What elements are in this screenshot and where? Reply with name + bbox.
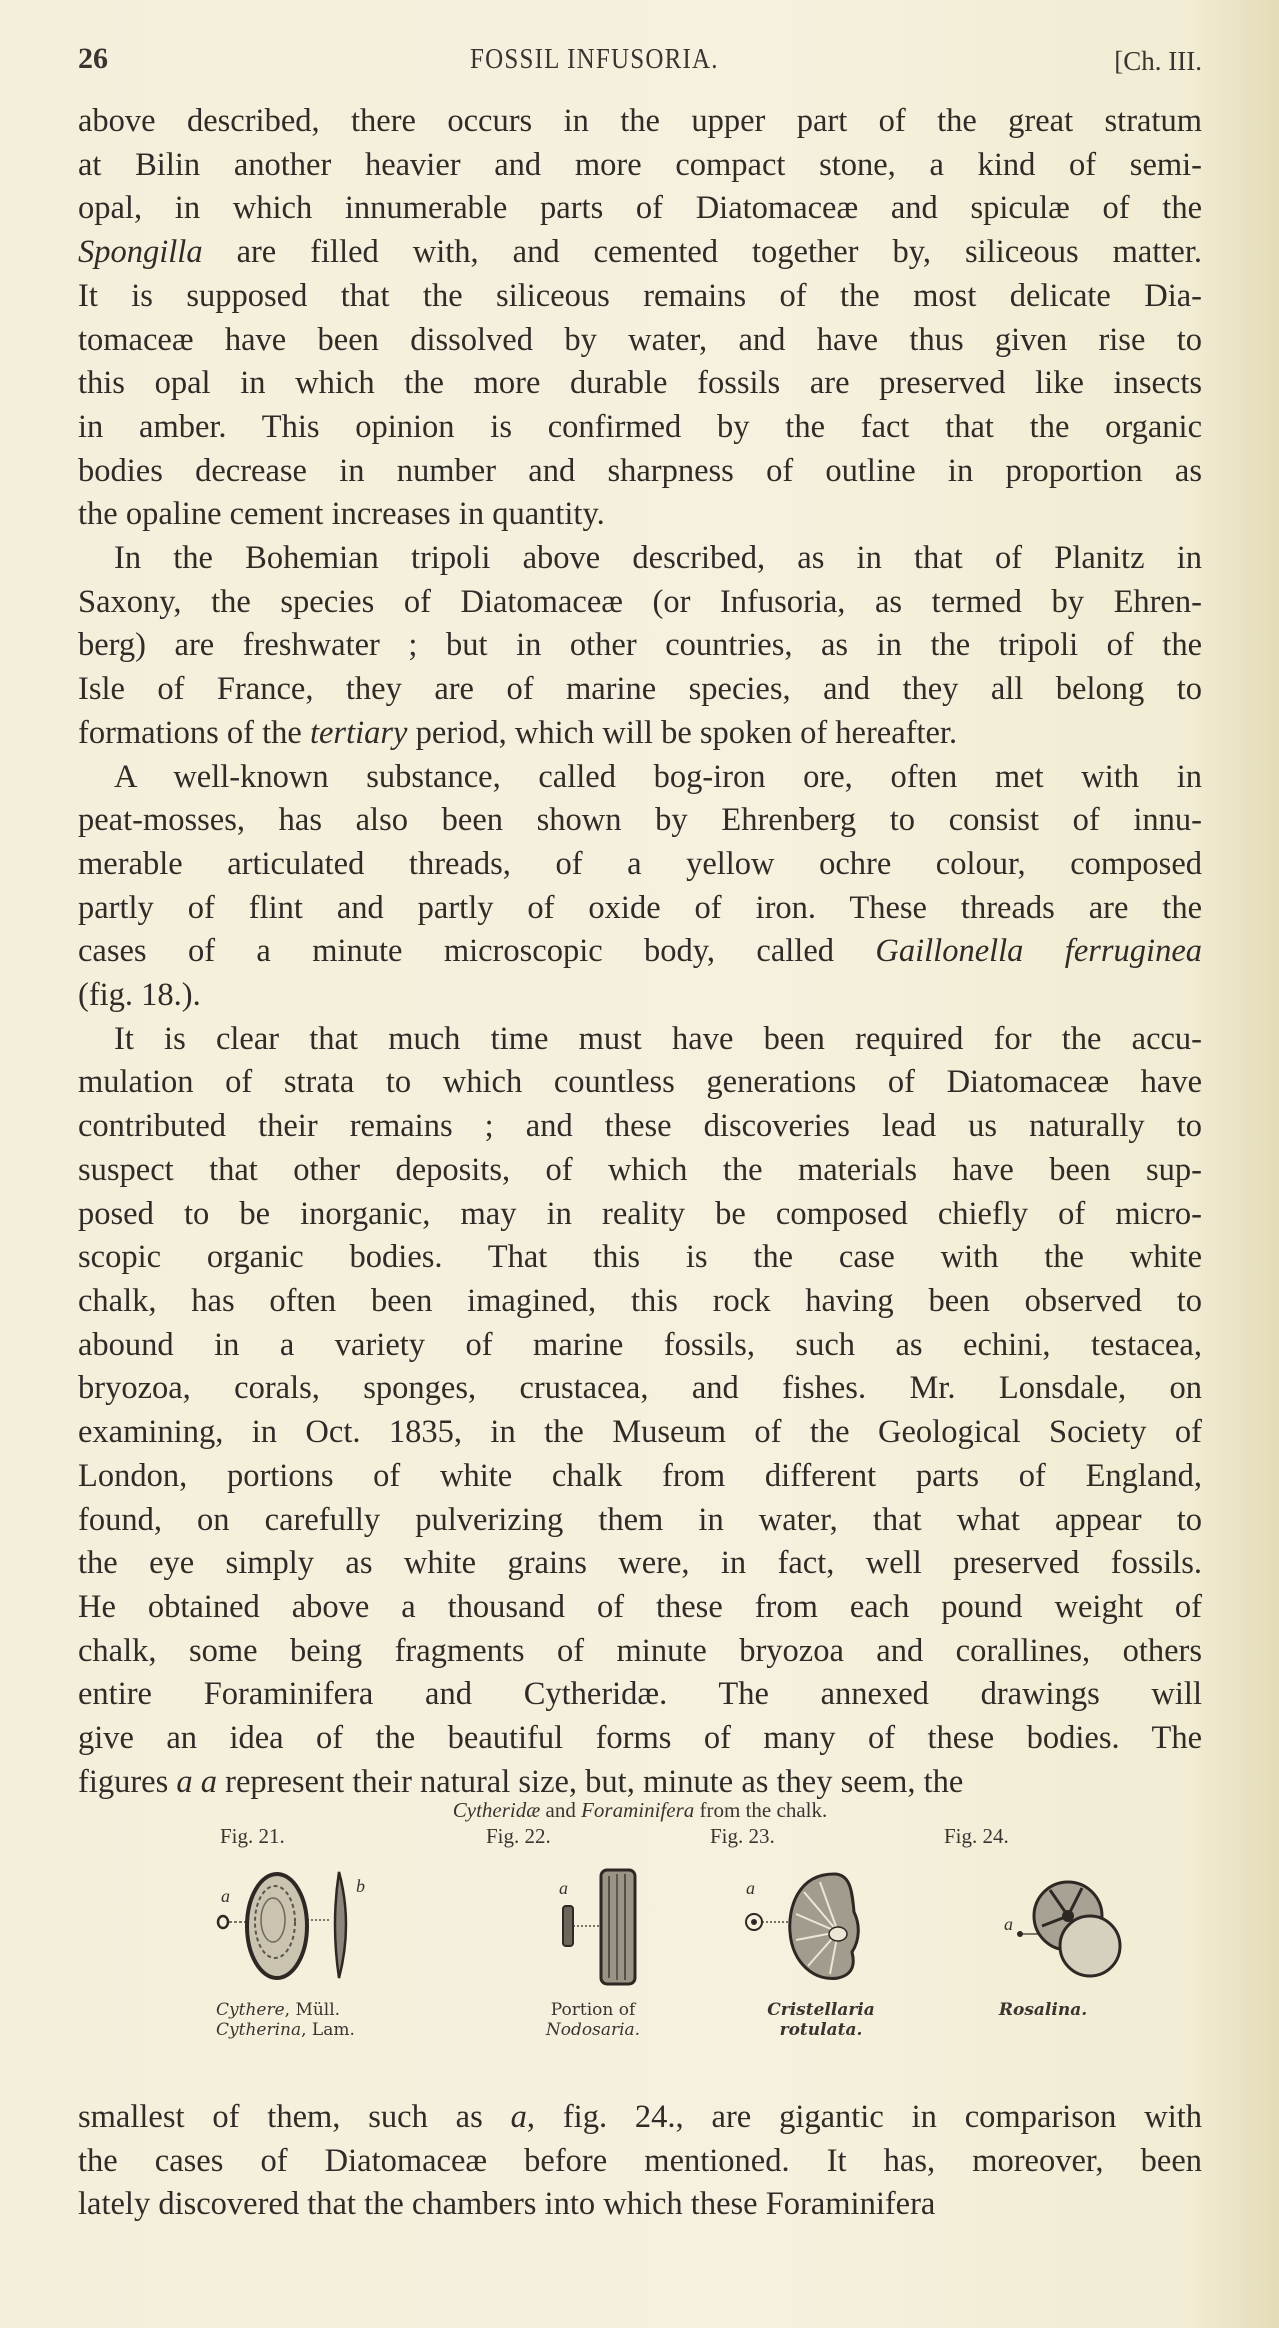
text-line: found, on carefully pulverizing them in water, that what appear to — [78, 1501, 1202, 1538]
text-line: peat-mosses, has also been shown by Ehrenberg to consist of innu- — [78, 802, 1202, 839]
text-line: suspect that other deposits, of which the materials have been sup- — [78, 1151, 1202, 1188]
text-line: the opaline cement increases in quantity. — [78, 496, 605, 533]
cythere-shell-icon — [213, 1868, 383, 1988]
text-line: merable articulated threads, of a yellow ochre colour, composed — [78, 845, 1202, 882]
fig-21-number: Fig. 21. — [220, 1824, 285, 1848]
text-line: chalk, some being fragments of minute bryozoa and corallines, others — [78, 1632, 1202, 1669]
fig-24-label-a: a — [1004, 1914, 1013, 1934]
paragraph — [78, 2096, 1202, 2227]
text-line: contributed their remains ; and these discoveries lead us naturally to — [78, 1108, 1202, 1145]
text-line: A well-known substance, called bog-iron ore, often met with in — [114, 758, 1202, 795]
figure-caption: Cytheridæ and Foraminifera from the chalk. — [452, 1798, 828, 1822]
text-line: Isle of France, they are of marine species, and they all belong to — [78, 671, 1202, 708]
text-line: bodies decrease in number and sharpness of outline in proportion as — [78, 452, 1202, 489]
fig-21-caption — [216, 2000, 355, 2040]
fig-23-label-a: a — [746, 1878, 755, 1898]
fig-24-number: Fig. 24. — [944, 1824, 1009, 1848]
fig-23-caption-line: rotulata. — [779, 2020, 863, 2040]
running-header — [78, 42, 1202, 82]
text-line: the eye simply as white grains were, in fact, well preserved fossils. — [78, 1545, 1202, 1582]
text-line: berg) are freshwater ; but in other countries, as in the tripoli of the — [78, 627, 1202, 664]
text-line: examining, in Oct. 1835, in the Museum of the Geological Society of — [78, 1414, 1202, 1451]
chapter-marker: [Ch. III. — [1114, 46, 1202, 76]
text-line: chalk, has often been imagined, this rock having been observed to — [78, 1282, 1202, 1319]
fig-23-number: Fig. 23. — [710, 1824, 775, 1848]
text-line: cases of a minute microscopic body, called Gaillonella ferruginea — [78, 933, 1203, 970]
text-line: the cases of Diatomaceæ before mentioned. It has, moreover, been — [78, 2142, 1202, 2179]
fig-21-caption-line: Cytherina, Lam. — [216, 2020, 355, 2040]
page-number: 26 — [78, 42, 108, 75]
body-text-before-figure — [78, 100, 1202, 1804]
fig-21-caption-line: Cythere, Müll. — [216, 2000, 341, 2020]
fig-23-caption-line: Cristellaria — [767, 2000, 875, 2020]
text-line: London, portions of white chalk from different parts of England, — [78, 1457, 1202, 1494]
fig-23-caption — [746, 2000, 896, 2040]
text-line: mulation of strata to which countless generations of Diatomaceæ have — [78, 1064, 1202, 1101]
running-title: FOSSIL INFUSORIA. — [470, 43, 719, 75]
text-line: in amber. This opinion is confirmed by the fact that the organic — [78, 408, 1202, 445]
text-line: figures a a represent their natural size, but, minute as they seem, the — [78, 1763, 964, 1800]
text-line: lately discovered that the chambers into which these Foraminifera — [78, 2186, 936, 2223]
text-line: abound in a variety of marine fossils, such as echini, testacea, — [78, 1326, 1202, 1363]
text-line: smallest of them, such as a, fig. 24., are gigantic in comparison with — [78, 2099, 1203, 2135]
fig-21-label-a: a — [221, 1886, 230, 1906]
text-line: opal, in which innumerable parts of Diatomaceæ and spiculæ of the — [78, 190, 1202, 227]
text-line: this opal in which the more durable fossils are preserved like insects — [78, 365, 1202, 402]
fig-22-number: Fig. 22. — [486, 1824, 551, 1848]
text-line: In the Bohemian tripoli above described, as in that of Planitz in — [114, 540, 1202, 577]
text-line: bryozoa, corals, sponges, crustacea, and fishes. Mr. Lonsdale, on — [78, 1370, 1202, 1407]
fig-22-caption-line: Nodosaria. — [545, 2020, 641, 2040]
text-line: Saxony, the species of Diatomaceæ (or Infusoria, as termed by Ehren- — [78, 583, 1202, 620]
text-line: scopic organic bodies. That this is the case with the white — [78, 1239, 1202, 1276]
fig-21-label-b: b — [356, 1876, 365, 1896]
body-text-after-figure — [78, 2096, 1202, 2227]
text-line: entire Foraminifera and Cytheridæ. The annexed drawings will — [78, 1676, 1202, 1713]
fig-24-caption — [978, 2000, 1108, 2020]
text-line: (fig. 18.). — [78, 977, 201, 1014]
paragraph — [78, 100, 1202, 537]
text-line: tomaceæ have been dissolved by water, and have thus given rise to — [78, 321, 1202, 358]
nodosaria-segment-icon — [543, 1868, 643, 1988]
paragraph — [78, 1018, 1202, 1805]
text-line: give an idea of the beautiful forms of many of these bodies. The — [78, 1720, 1202, 1757]
text-line: posed to be inorganic, may in reality be composed chiefly of micro- — [78, 1195, 1202, 1232]
text-line: at Bilin another heavier and more compact stone, a kind of semi- — [78, 146, 1202, 183]
text-line: formations of the tertiary period, which will be spoken of hereafter. — [78, 714, 958, 751]
text-line: It is supposed that the siliceous remains of the most delicate Dia- — [78, 277, 1202, 314]
paragraph — [78, 756, 1202, 1018]
text-line: It is clear that much time must have been required for the accu- — [114, 1020, 1202, 1057]
text-line: Spongilla are filled with, and cemented together by, siliceous matter. — [78, 234, 1202, 271]
text-line: partly of flint and partly of oxide of iron. These threads are the — [78, 889, 1202, 926]
text-line: above described, there occurs in the upper part of the great stratum — [78, 103, 1202, 139]
text-line: He obtained above a thousand of these from each pound weight of — [78, 1588, 1202, 1625]
cristellaria-shell-icon — [738, 1868, 888, 1988]
figure-cytheridae-foraminifera — [78, 1798, 1202, 2088]
fig-22-label-a: a — [559, 1878, 568, 1898]
fig-22-caption-line: Portion of — [550, 2000, 636, 2020]
paragraph — [78, 537, 1202, 756]
rosalina-shell-icon — [958, 1868, 1128, 1988]
fig-22-caption — [518, 2000, 668, 2040]
fig-24-caption-line: Rosalina. — [998, 2000, 1088, 2020]
